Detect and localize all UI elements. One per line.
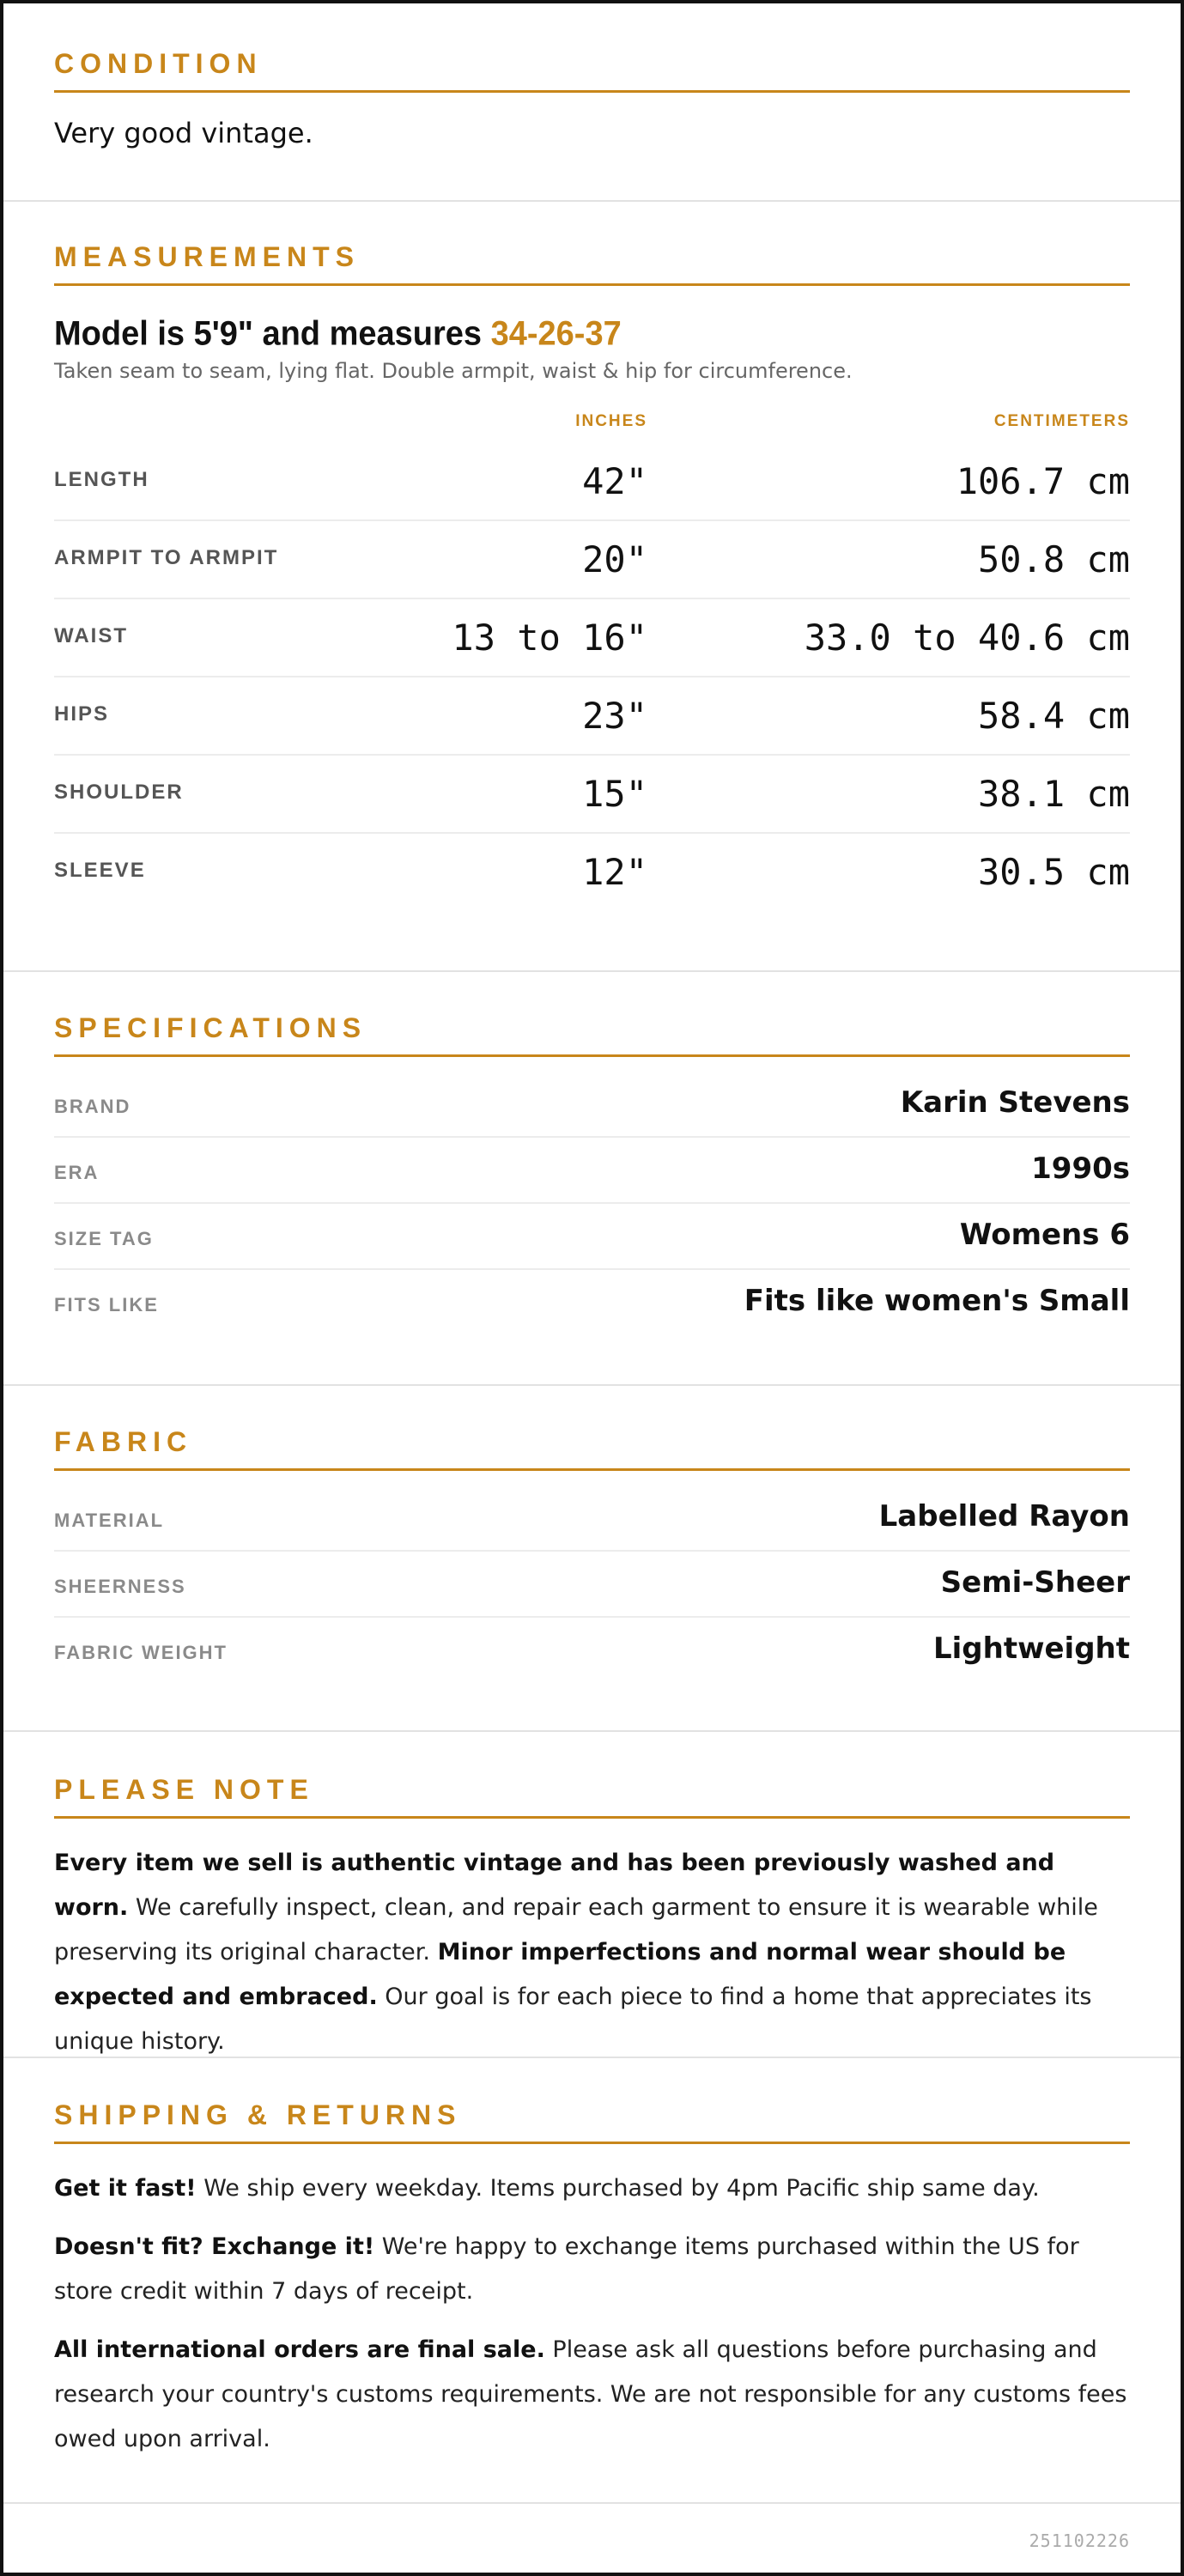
fabric-label: SHEERNESS — [54, 1576, 186, 1597]
measurement-table — [54, 443, 1130, 910]
model-measurements-heading — [54, 313, 1130, 355]
spec-row-brand — [54, 1072, 1130, 1138]
shipping-returns-section — [3, 2058, 1181, 2504]
measurement-label: SLEEVE — [54, 859, 146, 882]
measurement-label: HIPS — [54, 702, 110, 726]
note-text-2: Our goal is for each piece to find a home that appreciates its unique history. — [54, 1984, 1092, 2055]
measurement-label: ARMPIT TO ARMPIT — [54, 546, 279, 569]
fabric-value: Lightweight — [932, 1631, 1130, 1666]
measurement-row-sleeve — [54, 834, 1130, 910]
measurement-inches: 23" — [582, 695, 647, 737]
spec-value: Womens 6 — [959, 1218, 1130, 1252]
international-text: Please ask all questions before purchasing and research your country's customs requirements. We are not responsible for any customs fees owed upon arrival. — [54, 2336, 1127, 2452]
note-text-1: We carefully inspect, clean, and repair each garment to ensure it is wearable while preserving its original character. — [54, 1894, 1098, 1965]
spec-value: Fits like women's Small — [744, 1284, 1130, 1318]
measurement-column-headers — [54, 383, 1130, 443]
measurement-cm: 58.4 cm — [977, 695, 1130, 737]
spec-label: SIZE TAG — [54, 1228, 154, 1249]
measurements-section — [3, 202, 1181, 972]
fabric-row-material — [54, 1485, 1130, 1552]
spec-label: FITS LIKE — [54, 1294, 159, 1315]
shipping-returns-title: SHIPPING & RETURNS — [54, 2098, 1130, 2144]
spec-label: ERA — [54, 1162, 100, 1183]
spec-value: Karin Stevens — [900, 1085, 1130, 1120]
measurement-label: LENGTH — [54, 468, 149, 491]
measurement-label: WAIST — [54, 624, 128, 647]
measurement-row-waist — [54, 599, 1130, 677]
fabric-list — [54, 1485, 1130, 1682]
fabric-section — [3, 1386, 1181, 1732]
spec-row-era — [54, 1138, 1130, 1204]
specifications-list — [54, 1072, 1130, 1334]
exchange-paragraph — [54, 2225, 1130, 2314]
measurement-row-length — [54, 443, 1130, 521]
specifications-title: SPECIFICATIONS — [54, 1011, 1130, 1057]
measurement-cm: 50.8 cm — [977, 538, 1130, 580]
please-note-text — [54, 1841, 1130, 2064]
spec-value: 1990s — [1031, 1151, 1130, 1186]
measurements-title: MEASUREMENTS — [54, 240, 1130, 286]
measurement-cm: 30.5 cm — [977, 851, 1130, 893]
measurement-inches: 20" — [582, 538, 647, 580]
measurement-inches: 42" — [582, 460, 647, 502]
item-id: 251102226 — [1029, 2530, 1130, 2551]
model-body-measurements: 34-26-37 — [490, 314, 622, 354]
spec-label: BRAND — [54, 1096, 131, 1117]
measurement-note: Taken seam to seam, lying flat. Double armpit, waist & hip for circumference. — [54, 359, 853, 383]
model-prefix: Model is 5'9" and measures — [54, 314, 491, 354]
measurement-row-hips — [54, 677, 1130, 756]
fabric-row-weight — [54, 1618, 1130, 1682]
fabric-title: FABRIC — [54, 1425, 1130, 1471]
measurement-cm: 33.0 to 40.6 cm — [804, 617, 1130, 659]
specifications-section — [3, 972, 1181, 1386]
condition-section — [3, 3, 1181, 202]
fabric-label: MATERIAL — [54, 1510, 165, 1531]
measurement-cm: 106.7 cm — [956, 460, 1130, 502]
fabric-label: FABRIC WEIGHT — [54, 1642, 228, 1663]
note-bold-2: Minor imperfections and normal wear should be expected and embraced. — [54, 1939, 1066, 2010]
fabric-value: Labelled Rayon — [878, 1499, 1130, 1534]
shipping-text: We ship every weekday. Items purchased by 4pm Pacific ship same day. — [196, 2175, 1040, 2202]
exchange-text: We're happy to exchange items purchased within the US for store credit within 7 days of receipt. — [54, 2233, 1079, 2305]
please-note-title: PLEASE NOTE — [54, 1772, 1130, 1819]
measurement-cm: 38.1 cm — [977, 773, 1130, 815]
measurement-inches: 12" — [582, 851, 647, 893]
shipping-info — [54, 2166, 1130, 2462]
measurement-row-shoulder — [54, 756, 1130, 834]
measurement-label: SHOULDER — [54, 781, 184, 804]
measurement-inches: 15" — [582, 773, 647, 815]
condition-title: CONDITION — [54, 46, 1130, 93]
note-bold-1: Every item we sell is authentic vintage and has been previously washed and worn. — [54, 1850, 1055, 1921]
centimeters-column-header: CENTIMETERS — [993, 412, 1130, 430]
condition-text: Very good vintage. — [54, 117, 313, 149]
shipping-bold: Get it fast! — [54, 2175, 197, 2202]
fabric-value: Semi-Sheer — [940, 1565, 1130, 1600]
shipping-paragraph — [54, 2166, 1130, 2211]
measurement-row-armpit — [54, 521, 1130, 599]
fabric-row-sheerness — [54, 1552, 1130, 1618]
inches-column-header: INCHES — [575, 412, 647, 430]
exchange-bold: Doesn't fit? Exchange it! — [54, 2233, 375, 2260]
spec-row-fits-like — [54, 1270, 1130, 1334]
international-paragraph — [54, 2328, 1130, 2462]
international-bold: All international orders are final sale. — [54, 2336, 545, 2363]
measurement-inches: 13 to 16" — [452, 617, 647, 659]
spec-row-size-tag — [54, 1204, 1130, 1270]
please-note-section — [3, 1732, 1181, 2058]
